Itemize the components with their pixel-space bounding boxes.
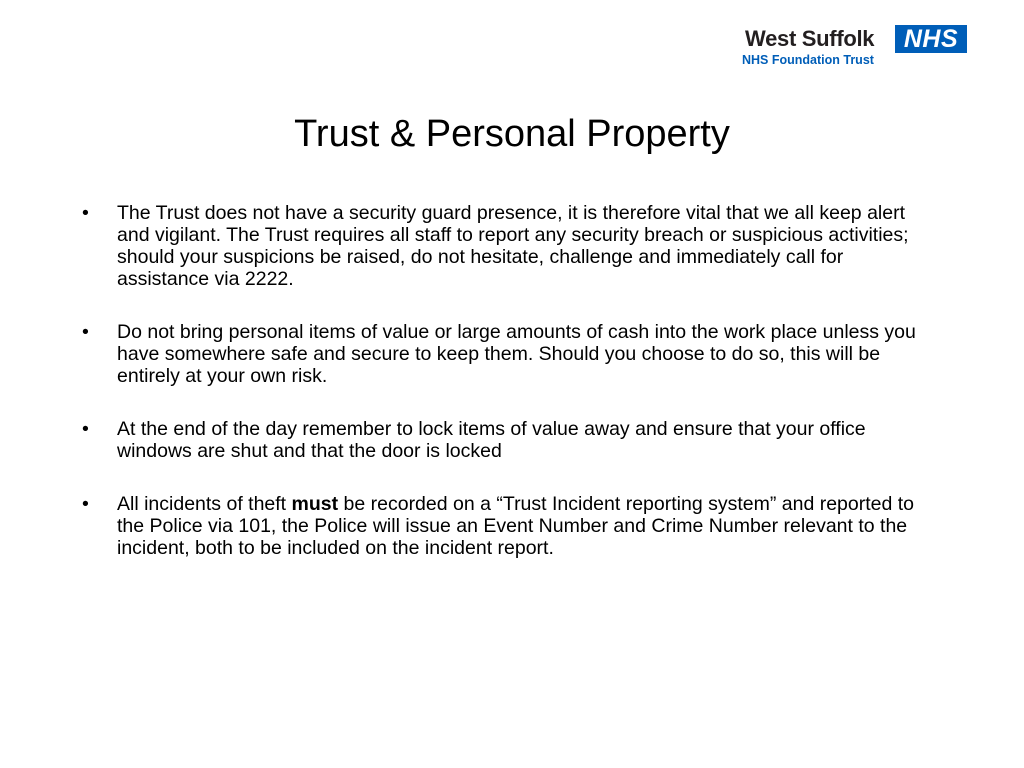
bullet-list bbox=[82, 202, 932, 590]
bullet-marker: • bbox=[82, 418, 89, 440]
nhs-badge: NHS bbox=[895, 25, 967, 53]
slide-title: Trust & Personal Property bbox=[294, 113, 730, 155]
bullet-item-security bbox=[82, 202, 932, 290]
bullet-text: The Trust does not have a security guard presence, it is therefore vital that we all keep alert and vigilant. The Trust requires all staff to report any security breach or suspicious activities; should your suspicions be raised, do not hesitate, challenge and immediately call for assistance via 2222. bbox=[117, 202, 909, 290]
bullet-item-theft-incidents bbox=[82, 493, 932, 559]
bullet-text: Do not bring personal items of value or large amounts of cash into the work place unless you have somewhere safe and secure to keep them. Should you choose to do so, this will be entirely at your own risk. bbox=[117, 321, 916, 387]
west-suffolk-nhs-logo bbox=[740, 22, 970, 72]
bullet-item-personal-items bbox=[82, 321, 932, 387]
bullet-marker: • bbox=[82, 321, 89, 343]
bullet-text: At the end of the day remember to lock items of value away and ensure that your office windows are shut and that the door is locked bbox=[117, 418, 866, 462]
bullet-emphasis: must bbox=[291, 493, 339, 515]
bullet-text-before: All incidents of theft bbox=[117, 493, 292, 515]
bullet-marker: • bbox=[82, 493, 89, 515]
logo-org-name: West Suffolk bbox=[745, 26, 875, 51]
bullet-text-after: be recorded on a “Trust Incident reporting system” and reported to the Police via 101, the Police will issue an Event Number and Crime Number relevant to the incident, both to be included on the incident report. bbox=[117, 493, 915, 559]
bullet-item-end-of-day bbox=[82, 418, 932, 462]
logo-subtitle: NHS Foundation Trust bbox=[742, 53, 874, 67]
bullet-marker: • bbox=[82, 202, 89, 224]
